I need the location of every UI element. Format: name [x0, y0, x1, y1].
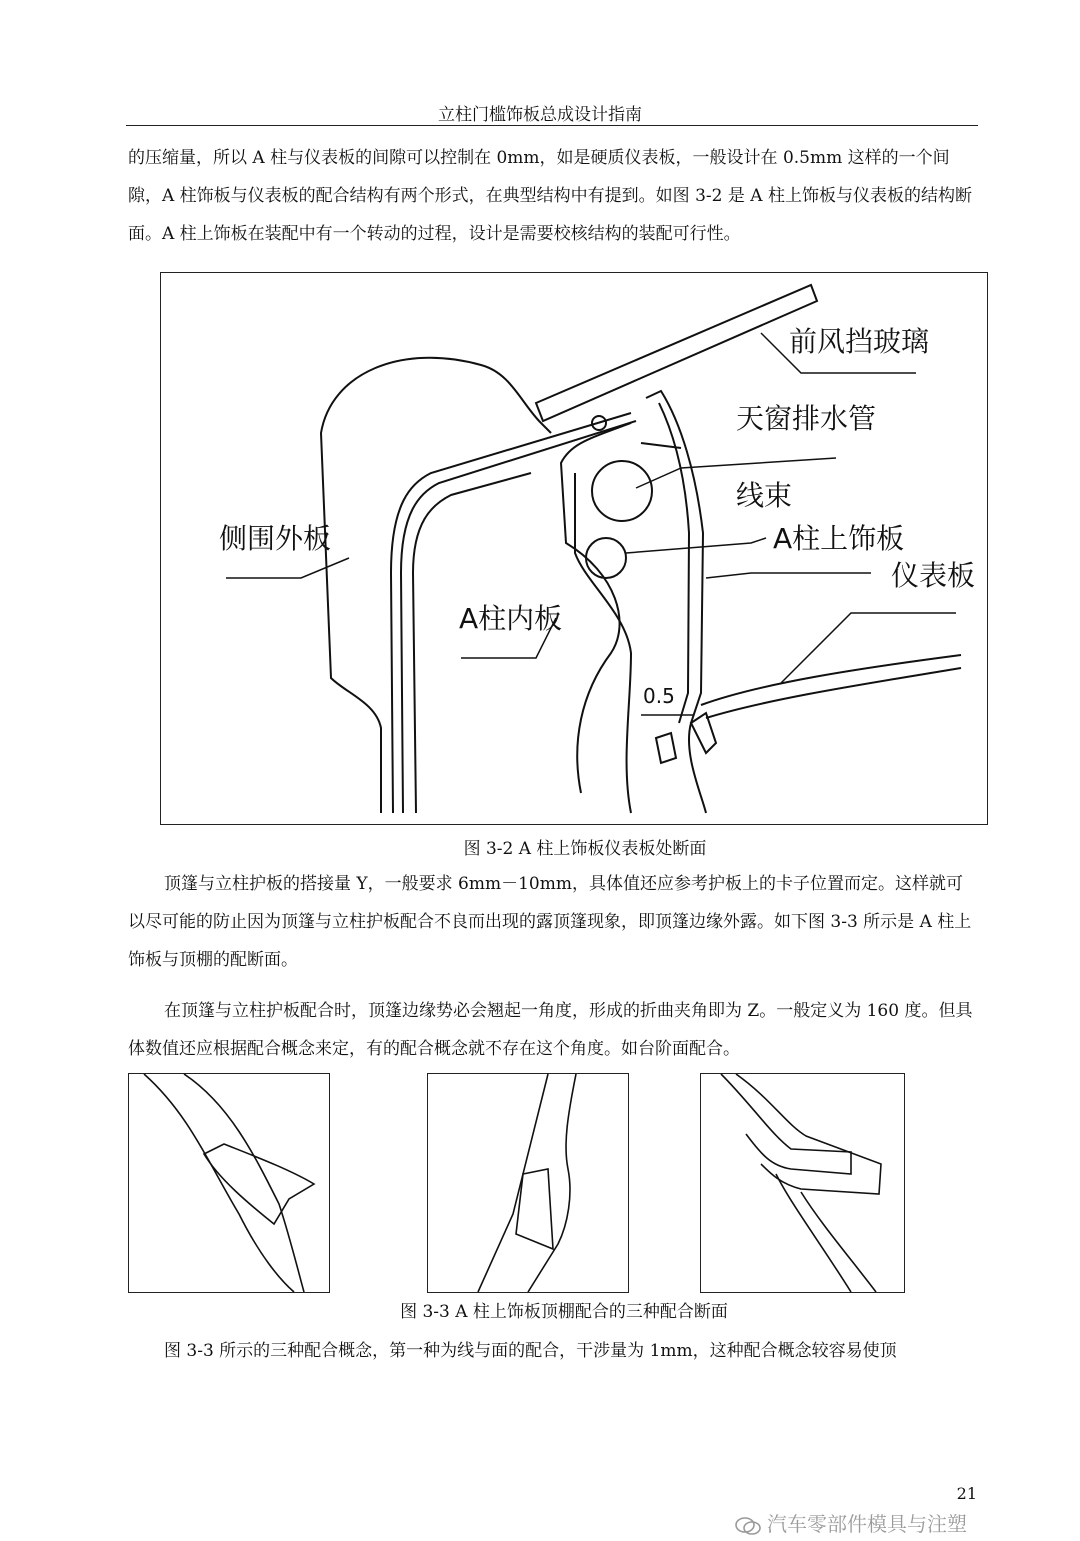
- surface-to-surface-drawing: [428, 1074, 628, 1292]
- label-instrument-panel: 仪表板: [891, 559, 976, 592]
- harness-circle: [586, 538, 626, 578]
- figure-3-3-panel-2: [427, 1073, 629, 1293]
- figure-3-2-caption: 图 3-2 A 柱上饰板仪表板处断面: [463, 839, 707, 859]
- paragraph-1: 的压缩量，所以 A 柱与仪表板的间隙可以控制在 0mm，如是硬质仪表板，一般设计在 0.5mm 这样的一个间隙，A 柱饰板与仪表板的配合结构有两个形式，在典型结构中有提到。如图 3-2 是 A 柱上饰板与仪表板的结构断面。A 柱上饰板在装配中有一个转动的过程，设计是需要校核结构的装配可行性。: [128, 148, 972, 244]
- figure-3-3-panel-1: [128, 1073, 330, 1293]
- line-to-surface-drawing: [129, 1074, 329, 1292]
- header-rule: [126, 125, 978, 126]
- label-a-pillar-upper-trim: A柱上饰板: [773, 522, 905, 555]
- figure-3-3-panel-3: [700, 1073, 905, 1293]
- figure-3-2: [160, 272, 988, 825]
- paragraph-2: 顶篷与立柱护板的搭接量 Y，一般要求 6mm－10mm，具体值还应参考护板上的卡子位置而定。这样就可以尽可能的防止因为顶篷与立柱护板配合不良而出现的露顶篷现象，即顶篷边缘外露。如下图 3-3 所示是 A 柱上饰板与顶棚的配断面。: [128, 874, 972, 970]
- watermark: [735, 1508, 967, 1537]
- figure-3-3-caption: 图 3-3 A 柱上饰板顶棚配合的三种配合断面: [400, 1302, 728, 1322]
- paragraph-3: 在顶篷与立柱护板配合时，顶篷边缘势必会翘起一角度，形成的折曲夹角即为 Z。一般定义为 160 度。但具体数值还应根据配合概念来定，有的配合概念就不存在这个角度。如台阶面配合。: [128, 1001, 973, 1059]
- a-pillar-upper-trim-shape: [646, 391, 706, 813]
- label-sunroof-drain: 天窗排水管: [736, 402, 877, 435]
- label-gap-value: 0.5: [643, 684, 675, 708]
- sunroof-drain-circle: [592, 461, 652, 521]
- page-number: 21: [956, 1484, 977, 1503]
- instrument-panel-shape: [701, 655, 961, 718]
- a-pillar-section-drawing: [161, 273, 987, 824]
- a-pillar-inner-shape: [561, 423, 631, 793]
- watermark-text: 汽车零部件模具与注塑: [767, 1512, 967, 1536]
- label-body-side-outer: 侧围外板: [219, 522, 332, 555]
- body-side-outer-shape: [321, 358, 551, 813]
- chat-icon: [735, 1516, 761, 1536]
- label-windshield: 前风挡玻璃: [789, 325, 930, 358]
- step-surface-drawing: [701, 1074, 904, 1292]
- windshield-shape: [536, 285, 817, 421]
- paragraph-4: 图 3-3 所示的三种配合概念，第一种为线与面的配合，干涉量为 1mm，这种配合概念较容易使顶: [164, 1341, 897, 1361]
- label-harness: 线束: [736, 479, 793, 512]
- label-a-pillar-inner: A柱内板: [459, 602, 563, 635]
- page-header: 立柱门槛饰板总成设计指南: [438, 105, 642, 125]
